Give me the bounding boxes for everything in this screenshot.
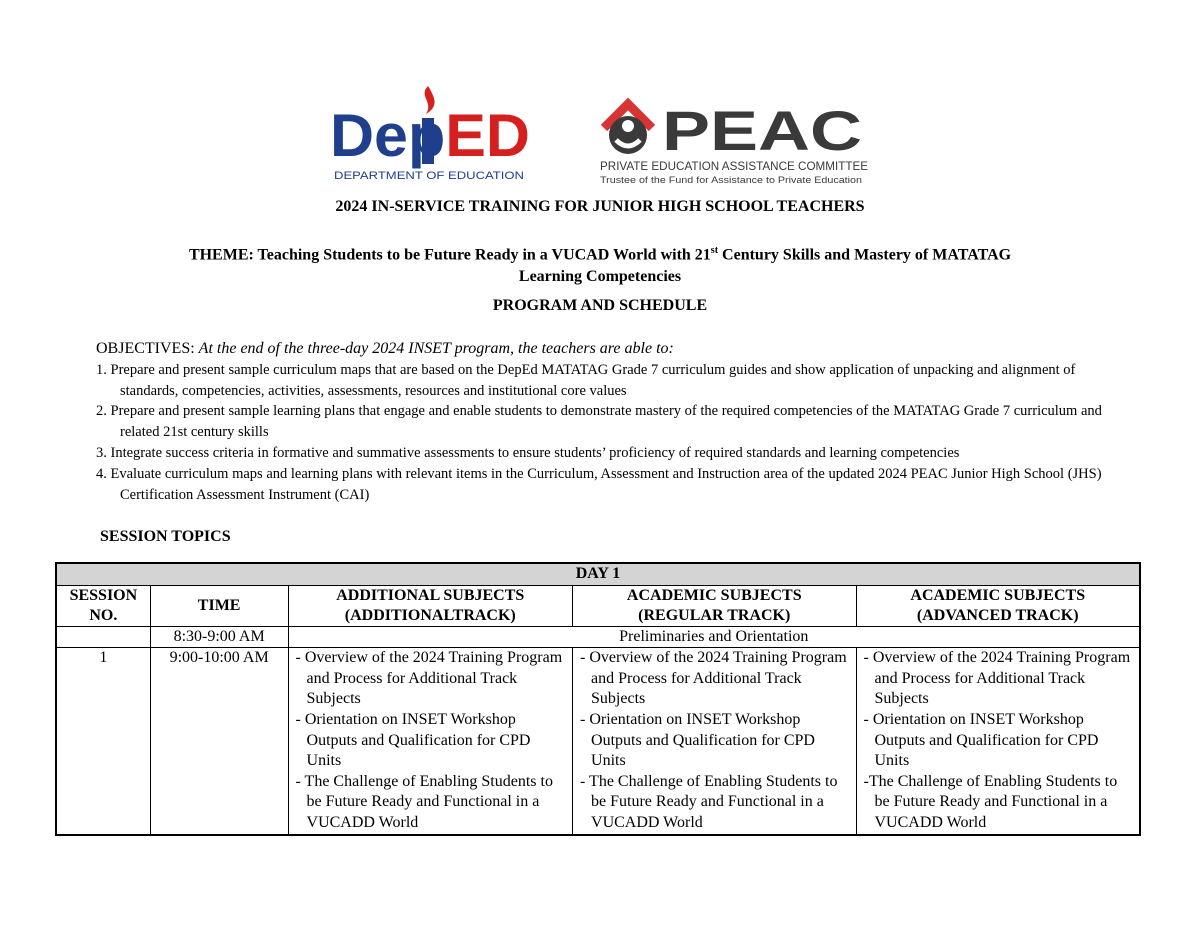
objective-item: 3. Integrate success criteria in formative and summative assessments to ensure students’ proficiency of required standards and learning competencies xyxy=(96,444,960,461)
header-advanced xyxy=(856,585,1140,626)
deped-caption: DEPARTMENT OF EDUCATION xyxy=(334,170,525,182)
header-text: ACADEMIC SUBJECTS xyxy=(626,586,802,604)
program-heading: PROGRAM AND SCHEDULE xyxy=(492,297,708,314)
deped-wordmark-part: Dep xyxy=(330,102,444,169)
peac-logo xyxy=(598,90,873,186)
topic-item: - The Challenge of Enabling Students to be Future Ready and Functional in a VUCADD World xyxy=(580,772,838,831)
peac-wordmark: PEAC xyxy=(662,99,862,162)
theme-line-2: Learning Competencies xyxy=(518,268,682,286)
logo-bar xyxy=(0,84,1200,194)
additional-track-cell xyxy=(288,648,573,835)
time-cell: 8:30-9:00 AM xyxy=(150,626,288,648)
day-label: DAY 1 xyxy=(56,563,1140,585)
theme-superscript: st xyxy=(710,245,719,256)
objective-item: 1. Prepare and present sample curriculum maps that are based on the DepEd MATATAG Grade 7 curriculum guides and show application of unpacking and alignment of standards, competencies, activities, assessments, resources and institutional core values xyxy=(96,361,1076,399)
document-title: 2024 IN-SERVICE TRAINING FOR JUNIOR HIGH SCHOOL TEACHERS xyxy=(335,198,865,215)
objectives-lead xyxy=(96,339,1136,360)
header-text: ACADEMIC SUBJECTS xyxy=(910,586,1086,604)
header-regular xyxy=(573,585,856,626)
prelim-cell: Preliminaries and Orientation xyxy=(288,626,1140,648)
header-text: (ADDITIONALTRACK) xyxy=(344,606,516,624)
header-text: (ADVANCED TRACK) xyxy=(916,606,1079,624)
schedule-table xyxy=(55,562,1141,836)
deped-wordmark xyxy=(330,102,530,169)
objectives-section xyxy=(96,339,1136,505)
header-row xyxy=(56,585,1140,626)
topic-item: -The Challenge of Enabling Students to be Future Ready and Functional in a VUCADD World xyxy=(863,772,1118,831)
theme-heading xyxy=(0,240,1200,288)
table-row xyxy=(56,648,1140,835)
header-session xyxy=(56,585,150,626)
topic-item: - Overview of the 2024 Training Program and Process for Additional Track Subjects xyxy=(295,649,563,708)
header-text: ADDITIONAL SUBJECTS xyxy=(336,586,525,604)
theme-line-1 xyxy=(0,240,1200,266)
topic-item: - Orientation on INSET Workshop Outputs and Qualification for CPD Units xyxy=(580,710,815,770)
session-cell xyxy=(56,626,150,648)
deped-logo xyxy=(330,84,540,184)
objective-item: 2. Prepare and present sample learning plans that engage and enable students to demonstrate mastery of the required competencies of the MATATAG Grade 7 curriculum and related 21st century skills xyxy=(96,403,1102,441)
header-additional xyxy=(288,585,573,626)
theme-text: THEME: Teaching Students to be Future Ready in a VUCAD World with 21 xyxy=(188,246,711,264)
topic-item: - Overview of the 2024 Training Program and Process for Additional Track Subjects xyxy=(580,649,847,708)
topic-item: - The Challenge of Enabling Students to be Future Ready and Functional in a VUCADD World xyxy=(295,772,553,831)
objective-item: 4. Evaluate curriculum maps and learning plans with relevant items in the Curriculum, Assessment and Instruction area of the updated 2024 PEAC Junior High School (JHS) Certification Assessment Instrument (CAI) xyxy=(96,465,1102,503)
peac-person-icon xyxy=(622,120,634,132)
topic-item: - Orientation on INSET Workshop Outputs and Qualification for CPD Units xyxy=(295,710,531,770)
day-row xyxy=(56,563,1140,585)
topic-item: - Overview of the 2024 Training Program and Process for Additional Track Subjects xyxy=(863,649,1131,708)
header-time: TIME xyxy=(150,585,288,626)
theme-text: Century Skills and Mastery of MATATAG xyxy=(718,246,1012,264)
topic-item: - Orientation on INSET Workshop Outputs and Qualification for CPD Units xyxy=(863,710,1099,770)
advanced-track-cell xyxy=(856,648,1140,835)
time-cell: 9:00-10:00 AM xyxy=(150,648,288,835)
header-text: (REGULAR TRACK) xyxy=(638,606,791,624)
peac-tagline: Trustee of the Fund for Assistance to Private Education xyxy=(600,175,862,185)
deped-wordmark-part: ED xyxy=(445,102,529,169)
table-row xyxy=(56,626,1140,648)
objectives-label: OBJECTIVES: xyxy=(96,340,199,357)
objectives-lead-text: At the end of the three-day 2024 INSET program, the teachers are able to: xyxy=(198,340,674,357)
peac-subtitle: PRIVATE EDUCATION ASSISTANCE COMMITTEE xyxy=(600,159,868,173)
session-topics-heading: SESSION TOPICS xyxy=(100,528,231,545)
session-cell: 1 xyxy=(56,648,150,835)
header-text: SESSION xyxy=(69,586,138,604)
header-text: NO. xyxy=(89,606,118,624)
regular-track-cell xyxy=(573,648,856,835)
